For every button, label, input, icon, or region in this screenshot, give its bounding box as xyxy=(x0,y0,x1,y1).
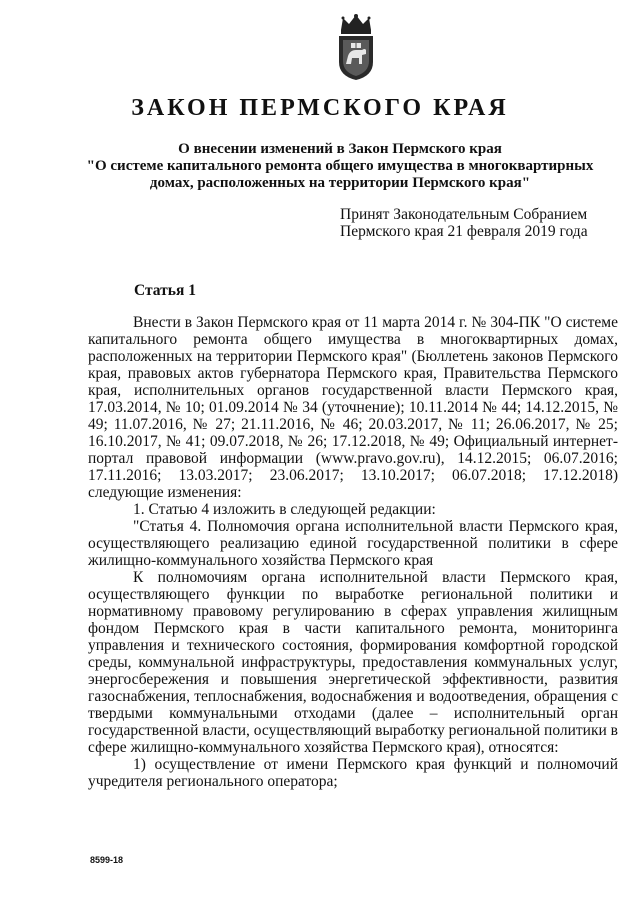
subtitle-line: "О системе капитального ремонта общего имущества в многоквартирных xyxy=(86,158,594,174)
subtitle-line: О внесении изменений в Закон Пермского края xyxy=(178,141,502,157)
adoption-line: Пермского края 21 февраля 2019 года xyxy=(340,223,588,240)
article-title: Статья 1 xyxy=(134,282,196,299)
perm-krai-coat-of-arms-icon xyxy=(329,12,383,82)
article-paragraph: "Статья 4. Полномочия органа исполнительной власти Пермского края, осуществляющего реализацию единой государственной политики в сфере жилищно-коммунального хозяйства Пермского края xyxy=(88,518,618,569)
document-code: 8599-18 xyxy=(90,855,124,865)
subtitle-line: домах, расположенных на территории Пермского края" xyxy=(149,175,531,191)
adoption-line: Принят Законодательным Собранием xyxy=(340,206,588,223)
law-subtitle xyxy=(60,141,620,192)
article-paragraph: Внести в Закон Пермского края от 11 марта 2014 г. № 304-ПК "О системе капитального ремонта общего имущества в многоквартирных домах, расположенных на территории Пермского края" (Бюллетень законов Пермского края, правовых актов губернатора Пермского края, Правительства Пермского края, исполнительных органов государственной власти Пермского края, 17.03.2014, № 10; 01.09.2014 № 34 (уточнение); 10.11.2014 № 44; 14.12.2015, № 49; 11.07.2016, № 27; 21.11.2016, № 46; 20.03.2017, № 11; 26.06.2017, № 25; 16.10.2017, № 41; 09.07.2018, № 26; 17.12.2018, № 49; Официальный интернет-портал правовой информации (www.pravo.gov.ru), 14.12.2015; 06.07.2016; 17.11.2016; 13.03.2017; 23.06.2017; 13.10.2017; 06.07.2018; 17.12.2018) следующие изменения: xyxy=(88,314,618,501)
law-title: ЗАКОН ПЕРМСКОГО КРАЯ xyxy=(131,95,509,121)
article-paragraph: 1. Статью 4 изложить в следующей редакции: xyxy=(133,501,436,518)
article-paragraph: К полномочиям органа исполнительной власти Пермского края, осуществляющего функции по выработке региональной политики и нормативному правовому регулированию в сферах управления жилищным фондом Пермского края в части капитального ремонта, мониторинга управления и технического состояния, формирования комфортной городской среды, коммунальной инфраструктуры, предоставления коммунальных услуг, энергосбережения и повышения энергетической эффективности, развития газоснабжения, теплоснабжения, водоснабжения и водоотведения, обращения с твердыми коммунальными отходами (далее – исполнительный орган государственной власти, осуществляющий выработку региональной политики в сфере жилищно-коммунального хозяйства Пермского края), относятся: xyxy=(88,569,618,756)
article-paragraph: 1) осуществление от имени Пермского края функций и полномочий учредителя регионального оператора; xyxy=(88,756,618,790)
article-body xyxy=(88,314,618,790)
adoption-note xyxy=(340,206,588,240)
